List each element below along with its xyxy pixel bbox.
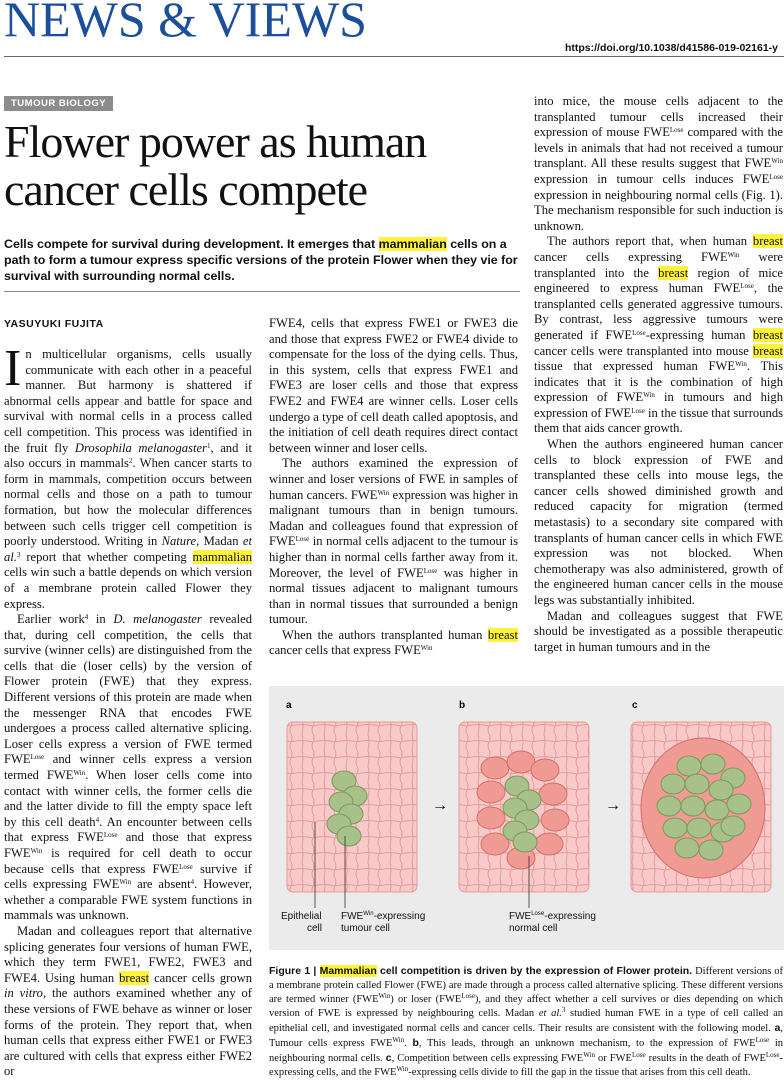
- figure-caption: Figure 1 | Mammalian cell competition is driven by the expression of Flower protein. Different versions of a membrane protein called Flower (FWE) are made through a process called alternative splicing. These different versions are termed winner $(FWE^{Win})$ or loser $(FWE^{Lose})$, and they affect whether a cell survives or dies depending on which version of FWE is expressed by neighbouring cells. Madan et al.$^3$ studied human FWE in a type of cell called an epithelial cell, and investigated normal cells and cancer cells. Their results are consistent with the following model. a, Tumour cells express $FWE^{Win}$. b, This leads, through an unknown mechanism, to the expression of $FWE^{Lose}$ in neighbouring normal cells. c, Competition between cells expressing $FWE^{Win}$ or $FWE^{Lose}$ results in the death of $FWE^{Lose}$-expressing cells, and the $FWE^{Win}$-expressing cells divide to fill the gap in the tissue that arises from this cell death.: [269, 965, 784, 1078]
- panel-a-label: a: [286, 700, 292, 711]
- masthead: NEWS & VIEWS: [4, 0, 367, 47]
- doi-link[interactable]: https://doi.org/10.1038/d41586-019-02161-y: [564, 42, 778, 54]
- article-column-1: In multicellular organisms, cells usually communicate with each other in a peaceful manner. But harmony is shattered if abnormal cells appear and battle for space and survival with normal cells in a process called cell competition. This process was identified in the fruit fly Drosophila melanogaster$^1$, and it also occurs in mammals$^2$. When cancer starts to form in mammals, competition occurs between normal cells and those on a path to tumour formation, but how the molecular differences between such cells trigger cell competition is poorly understood. Writing in Nature, Madan et al.$^3$ report that whether competing mammalian cells win such a battle depends on which version of a membrane protein called Flower they express. Earlier work$^4$ in D. melanogaster revealed that, during cell competition, the cells that survive (winner cells) are distinguished from the cells that die (loser cells) by the version of Flower protein (FWE) that they express. Different versions of this protein are made when the messenger RNA that encodes FWE undergoes a process called alternative splicing. Loser cells express a version of FWE termed $FWE^{Lose}$ and winner cells express a version termed $FWE^{Win}$. When loser cells come into contact with winner cells, the former cells die and the latter divide to fill the empty space left by this cell death$^4$. An encounter between cells that express $FWE^{Lose}$ and those that express $FWE^{Win}$ is required for cell death to occur because cells that express $FWE^{Lose}$ survive if cells expressing $FWE^{Win}$ are absent$^4$. However, whether a comparable FWE system functions in mammals was unknown. Madan and colleagues report that alternative splicing generates four versions of human FWE, which they term FWE1, FWE2, FWE3 and FWE4. Using human breast cancer cells grown in vitro, the authors examined whether any of these versions of FWE behave as winner or loser forms of the protein. They report that, when human cells that express either FWE1 or FWE3 are cultured with cells that express either FWE2 or: [4, 347, 252, 1079]
- section-tag: TUMOUR BIOLOGY: [4, 96, 113, 111]
- label-tumour-cell: tumour cell: [341, 923, 390, 934]
- arrow-b-c: →: [605, 797, 621, 814]
- arrow-a-b: →: [432, 797, 448, 814]
- label-fwe-win: $FWE^{Win}$-expressing: [341, 911, 426, 922]
- label-cell: cell: [307, 923, 323, 934]
- author-byline: YASUYUKI FUJITA: [4, 318, 104, 330]
- label-fwe-lose: $FWE^{Lose}$-expressing: [509, 911, 596, 922]
- standfirst: Cells compete for survival during development. It emerges that mammalian cells on a path to form a tumour express specific versions of the protein Flower when they vie for survival with surrounding normal cells.: [4, 237, 518, 283]
- panel-c-label: c: [632, 700, 638, 711]
- header-rule: [4, 56, 784, 57]
- headline: Flower power as human cancer cells compete: [4, 116, 427, 215]
- article-column-2: FWE4, cells that express FWE1 or FWE3 die and those that express FWE2 or FWE4 divide to compensate for the loss of the dying cells. Thus, in this system, cells that express FWE1 and FWE3 are loser cells and those that express FWE2 and FWE4 are winner cells. Loser cells undergo a type of cell death called apoptosis, and the initiation of cell death requires direct contact between winner and loser cells. The authors examined the expression of winner and loser versions of FWE in samples of human cancers. $FWE^{Win}$ expression was higher in malignant tumours than in benign tumours. Madan and colleagues found that expression of $FWE^{Lose}$ in normal cells adjacent to the tumour is higher than in normal cells farther away from it. Moreover, the level of $FWE^{Lose}$ was higher in normal tissues adjacent to malignant tumours than in normal tissues that surrounded a benign tumour. When the authors transplanted human breast cancer cells that express $FWE^{Win}$: [269, 316, 519, 658]
- label-normal-cell: normal cell: [509, 923, 558, 934]
- standfirst-rule: [4, 291, 520, 292]
- article-column-3: into mice, the mouse cells adjacent to the transplanted tumour cells increased their expression of mouse $FWE^{Lose}$ compared with the levels in animals that had not received a tumour transplant. All these results suggest that $FWE^{Win}$ expression in tumour cells induces $FWE^{Lose}$ expression in neighbouring normal cells (Fig. 1). The mechanism responsible for such induction is unknown. The authors report that, when human breast cancer cells expressing $FWE^{Win}$ were transplanted into the breast region of mice engineered to express human $FWE^{Lose}$, the transplanted cells generated aggressive tumours. By contrast, less aggressive tumours were generated if $FWE^{Lose}$-expressing human breast cancer cells were transplanted into mouse breast tissue that expressed human $FWE^{Win}$. This indicates that it is the combination of high expression of $FWE^{Win}$ in tumours and high expression of $FWE^{Lose}$ in the tissue that surrounds them that aids cancer growth. When the authors engineered human cancer cells to block expression of FWE and transplanted these cells into mouse legs, the cancer cells showed diminished growth and reduced capacity for migration (termed metastasis) to a secondary site compared with transplants of human cancer cells in which FWE expression was not blocked. When chemotherapy was also administered, growth of the engineered human cancer cells in the mouse legs was substantially inhibited. Madan and colleagues suggest that FWE should be investigated as a possible therapeutic target in human tumours and in the: [534, 94, 784, 654]
- figure-illustration: [269, 686, 784, 950]
- figure-1: [269, 686, 784, 950]
- label-epithelial: Epithelial: [281, 911, 322, 922]
- panel-b-label: b: [459, 700, 466, 711]
